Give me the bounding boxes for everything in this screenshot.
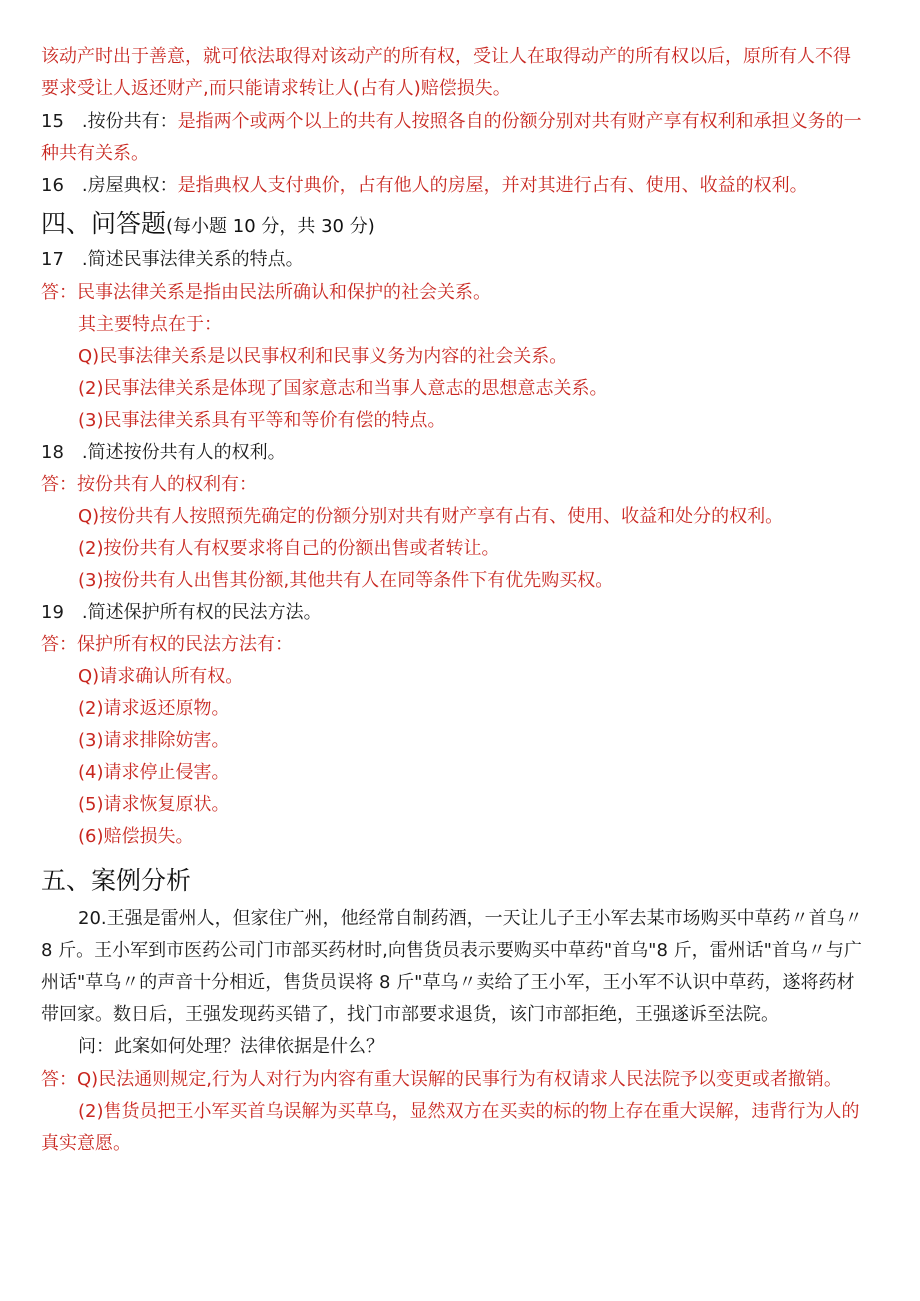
q17-question: 17 .简述民事法律关系的特点。 <box>41 249 304 270</box>
q19-point: (5)请求恢复原状。 <box>78 794 230 815</box>
section-4-title: 四、问答题 <box>41 209 167 238</box>
q20-answer-line: 真实意愿。 <box>41 1133 131 1154</box>
q19-point: (3)请求排除妨害。 <box>78 730 230 751</box>
section-4-heading <box>41 209 375 242</box>
q20-case-line: 20.王强是雷州人，但家住广州，他经常自制药酒，一天让儿子王小军去某市场购买中草药〃首乌〃 <box>78 908 863 929</box>
q15-item <box>41 110 862 134</box>
q19-point: (4)请求停止侵害。 <box>78 762 230 783</box>
q20-case-line: 带回家。数日后，王强发现药买错了，找门市部要求退货，该门市部拒绝，王强遂诉至法院。 <box>41 1004 779 1025</box>
q18-point: (2)按份共有人有权要求将自己的份额出售或者转让。 <box>78 538 500 559</box>
q15-label: 15 .按份共有： <box>41 111 178 132</box>
q19-point: (6)赔偿损失。 <box>78 826 194 847</box>
q19-point: (2)请求返还原物。 <box>78 698 230 719</box>
q17-answer-lead: 其主要特点在于： <box>78 314 222 335</box>
q16-label: 16 .房屋典权： <box>41 175 178 196</box>
q20-answer-line: (2)售货员把王小军买首乌误解为买草乌，显然双方在买卖的标的物上存在重大误解，违背行为人的 <box>78 1101 860 1122</box>
q16-definition: 是指典权人支付典价，占有他人的房屋，并对其进行占有、使用、收益的权利。 <box>177 175 808 196</box>
q19-answer-intro: 答：保护所有权的民法方法有： <box>41 634 293 655</box>
q20-case-line: 8 斤。王小军到市医药公司门市部买药材时,向售货员表示要购买中草药"首乌"8 斤，雷州话"首乌〃与广 <box>41 940 862 961</box>
q18-point: Q)按份共有人按照预先确定的份额分别对共有财产享有占有、使用、收益和处分的权利。 <box>78 506 784 527</box>
q18-point: (3)按份共有人出售其份额,其他共有人在同等条件下有优先购买权。 <box>78 570 614 591</box>
q17-point: (2)民事法律关系是体现了国家意志和当事人意志的思想意志关系。 <box>78 378 608 399</box>
q15-definition: 是指两个或两个以上的共有人按照各自的份额分别对共有财产享有权利和承担义务的一 <box>177 111 862 132</box>
q20-case-line: 州话"草乌〃的声音十分相近，售货员误将 8 斤"草乌〃卖给了王小军，王小军不认识中草药，遂将药材 <box>41 972 855 993</box>
q17-point: Q)民事法律关系是以民事权利和民事义务为内容的社会关系。 <box>78 346 568 367</box>
q16-item <box>41 174 808 198</box>
q17-answer-intro: 答：民事法律关系是指由民法所确认和保护的社会关系。 <box>41 282 491 303</box>
q20-answer-line: 答：Q)民法通则规定,行为人对行为内容有重大误解的民事行为有权请求人民法院予以变更或者撤销。 <box>41 1069 842 1090</box>
intro-line-1: 该动产时出于善意，就可依法取得对该动产的所有权，受让人在取得动产的所有权以后，原所有人不得 <box>41 46 851 67</box>
q19-question: 19 .简述保护所有权的民法方法。 <box>41 602 322 623</box>
q15-definition-cont: 种共有关系。 <box>41 143 149 164</box>
q20-question: 问：此案如何处理？法律依据是什么？ <box>78 1036 384 1057</box>
intro-line-2: 要求受让人返还财产,而只能请求转让人(占有人)赔偿损失。 <box>41 78 511 99</box>
section-4-note: (每小题 10 分，共 30 分) <box>166 216 375 237</box>
q18-question: 18 .简述按份共有人的权利。 <box>41 442 286 463</box>
q18-answer-intro: 答：按份共有人的权利有： <box>41 474 257 495</box>
section-5-title: 五、案例分析 <box>41 866 192 895</box>
q17-point: (3)民事法律关系具有平等和等价有偿的特点。 <box>78 410 446 431</box>
q19-point: Q)请求确认所有权。 <box>78 666 244 687</box>
